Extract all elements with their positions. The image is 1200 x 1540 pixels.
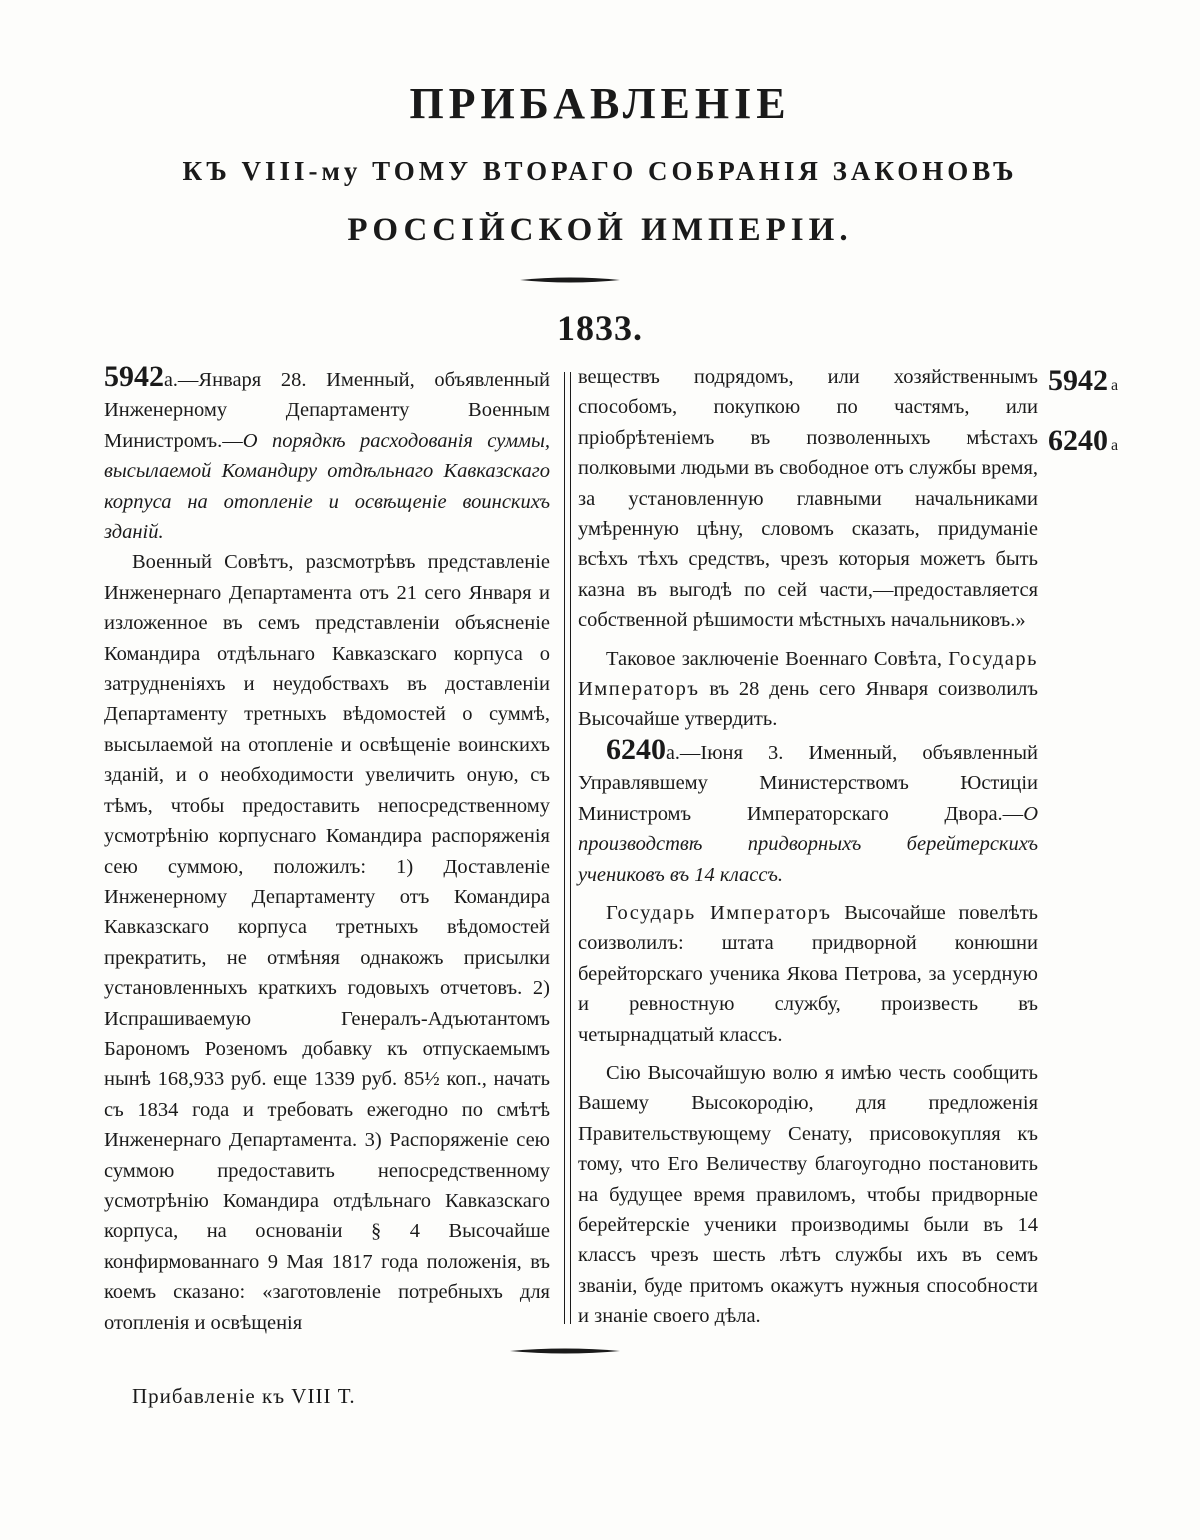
law-entry-6240 bbox=[578, 732, 1038, 890]
law-conclusion: Таковое заключеніе Военнаго Совѣта, Государь Императоръ въ 28 день сего Января соизволилъ Высочайше утвердить. bbox=[578, 647, 1039, 731]
page-subtitle: КЪ VIII-му ТОМУ ВТОРАГО СОБРАНІЯ ЗАКОНОВЪ bbox=[182, 156, 1018, 186]
law-closing: Сію Высочайшую волю я имѣю честь сообщить Вашему Высокородію, для предложенія Правительствующему Сенату, присовокупляя къ тому, что Его Величеству благоугодно постановить на будущее время правиломъ, чтобы придворные берейтерскіе ученики производимы были въ 14 классъ чрезъ шесть лѣтъ службы ихъ въ семъ званіи, буде притомъ окажутъ нужныя способности и знаніе своего дѣла. bbox=[578, 1061, 1038, 1328]
law-number: 6240 bbox=[606, 732, 666, 766]
law-heading: —Января 28. Именный, объявленный Инженерному Департаменту Военным Министромъ.— bbox=[104, 369, 550, 452]
law-entry-5942 bbox=[104, 362, 550, 547]
left-column bbox=[104, 362, 550, 1338]
year-heading: 1833. bbox=[557, 308, 643, 348]
law-title: О порядкѣ расходованія суммы, высылаемой Командиру отдѣльнаго Кавказскаго корпуса на отопленіе и освѣщеніе воинскихъ зданій. bbox=[104, 429, 550, 544]
law-title: О производствѣ придворныхъ берейтерскихъ учениковъ въ 14 классъ. bbox=[578, 802, 1038, 886]
footer-signature: Прибавленіе къ VIII Т. bbox=[132, 1384, 356, 1408]
page-title: ПРИБАВЛЕНІЕ bbox=[409, 79, 791, 128]
law-heading: —Іюня 3. Именный, объявленный Управлявшему Министерствомъ Юстиціи Министромъ Императорскаго Двора.— bbox=[578, 741, 1038, 825]
law-number: 5942 bbox=[104, 360, 164, 393]
bottom-ornament-rule bbox=[510, 1343, 620, 1359]
law-body: Государь Императоръ Высочайше повелѣть соизволилъ: штата придворной конюшни берейторскаго ученика Якова Петрова, за усердную и ревностную службу, произвесть въ четырнадцатый классъ. bbox=[578, 901, 1039, 1046]
page-subtitle-empire: РОССІЙСКОЙ ИМПЕРІИ. bbox=[347, 212, 853, 248]
right-column bbox=[578, 362, 1038, 1332]
law-continuation: веществъ подрядомъ, или хозяйственнымъ способомъ, покупкою по частямъ, или пріобрѣтеніемъ въ позволенныхъ мѣстахъ полковыми людьми въ свободное отъ службы время, за установленную главными начальниками умѣренную цѣну, словомъ сказать, придуманіе всѣхъ тѣхъ средствъ, чрезъ которыя можетъ быть казна въ выгодѣ по сей части,—предоставляется собственной рѣшимости мѣстныхъ начальниковъ.» bbox=[578, 366, 1038, 632]
law-body: Военный Совѣтъ, разсмотрѣвъ представленіе Инженернаго Департамента отъ 21 сего Января и изложенное въ семъ представленіи объясненіе Командира отдѣльнаго Кавказскаго корпуса о затрудненіяхъ и неудобствахъ въ доставленіи Департаменту третныхъ вѣдомостей о суммѣ, высылаемой на отопленіе и освѣщеніе воинскихъ зданій, и о необходимости увеличить оную, съ тѣмъ, чтобы предоставить непосредственному усмотрѣнію корпуснаго Командира распоряженія сею суммою, положилъ: 1) Доставленіе Инженерному Департаменту отъ Командира Кавказскаго корпуса третныхъ вѣдомостей прекратить, не отмѣняя однакожъ присылки установленныхъ краткихъ годовыхъ отчетовъ. 2) Испрашиваемую Генералъ-Адъютантомъ Барономъ Розеномъ добавку къ отпускаемымъ нынѣ 168,933 руб. еще 1339 руб. 85½ коп., начать съ 1834 года и требовать ежегодно по смѣтѣ Инженернаго Департамента. 3) Распоряженіе сею суммою предоставить непосредственному усмотрѣнію Командира отдѣльнаго Кавказскаго корпуса, на основаніи § 4 Высочайше конфирмованнаго 9 Мая 1817 года положенія, въ коемъ сказано: «заготовленіе потребныхъ для отопленія и освѣщенія bbox=[104, 551, 550, 1334]
law-suffix: а. bbox=[666, 741, 680, 764]
law-suffix: а. bbox=[164, 369, 178, 391]
column-divider bbox=[564, 372, 571, 1324]
margin-law-number-2: 6240 а bbox=[1048, 424, 1119, 457]
sovereign-name: Государь Императоръ bbox=[606, 901, 832, 924]
margin-law-number-1: 5942 а bbox=[1048, 364, 1119, 397]
sovereign-name: Государь Императоръ bbox=[578, 647, 1038, 701]
top-ornament-rule bbox=[520, 272, 620, 288]
